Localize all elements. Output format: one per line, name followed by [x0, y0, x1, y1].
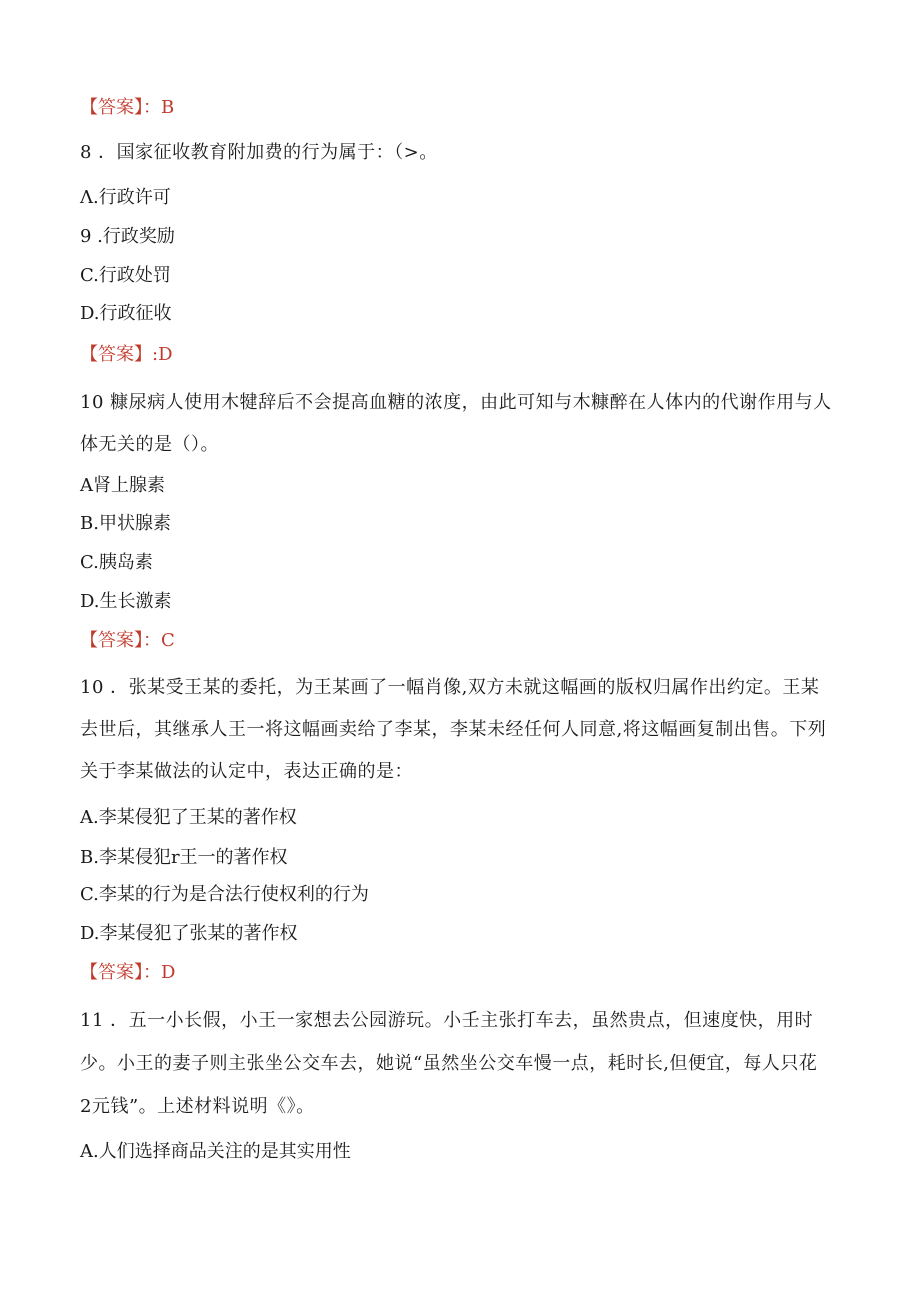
option-8-a: Λ.行政许可	[80, 187, 171, 208]
question-11-line-2: 少。小王的妻子则主张坐公交车去，她说“虽然坐公交车慢一点，耗时长,但便宜，每人只花	[80, 1053, 818, 1074]
answer-q10b: 【答案】：D	[80, 962, 176, 983]
option-10b-a: A.李某侵犯了王某的著作权	[80, 807, 297, 828]
question-10b-line-3: 关于李某做法的认定中，表达正确的是：	[80, 761, 413, 782]
question-11-line-1: 11 ．五一小长假，小王一家想去公园游玩。小壬主张打车去，虽然贵点，但速度快，用时	[80, 1010, 814, 1031]
option-10-d: D.生长激素	[80, 591, 172, 612]
question-10b-line-1: 10 ．张某受王某的委托，为王某画了一幅肖像,双方未就这幅画的版权归属作出约定。王某	[80, 677, 820, 698]
answer-q8: 【答案】:D	[80, 344, 173, 365]
option-8-d: D.行政征收	[80, 303, 172, 324]
option-8-c: C.行政处罚	[80, 265, 171, 286]
option-10b-c: C.李某的行为是合法行使权利的行为	[80, 884, 369, 905]
option-10-b: B.甲状腺素	[80, 513, 171, 534]
option-10-c: C.胰岛素	[80, 552, 153, 573]
question-8: 8 ．国家征收教育附加费的行为属于：（>。	[80, 142, 438, 163]
question-11-line-3: 2元钱”。上述材料说明《》。	[80, 1096, 315, 1117]
question-10-line-2: 体无关的是（）。	[80, 434, 219, 455]
question-10b-line-2: 去世后，其继承人王一将这幅画卖给了李某，李某未经任何人同意,将这幅画复制出售。下列	[80, 719, 827, 740]
answer-q10: 【答案】：C	[80, 630, 175, 651]
option-8-b: 9 .行政奖励	[80, 226, 175, 247]
answer-q7: 【答案】：B	[80, 97, 175, 118]
option-10b-d: D.李某侵犯了张某的著作权	[80, 923, 298, 944]
question-10-line-1: 10 糠尿病人使用木犍辞后不会提高血糖的浓度，由此可知与木糠醉在人体内的代谢作用与人	[80, 392, 832, 413]
option-10b-b: B.李某侵犯r王一的著作权	[80, 847, 288, 868]
option-11-a: A.人们选择商品关注的是其实用性	[80, 1141, 351, 1162]
option-10-a: A肾上腺素	[80, 475, 165, 496]
